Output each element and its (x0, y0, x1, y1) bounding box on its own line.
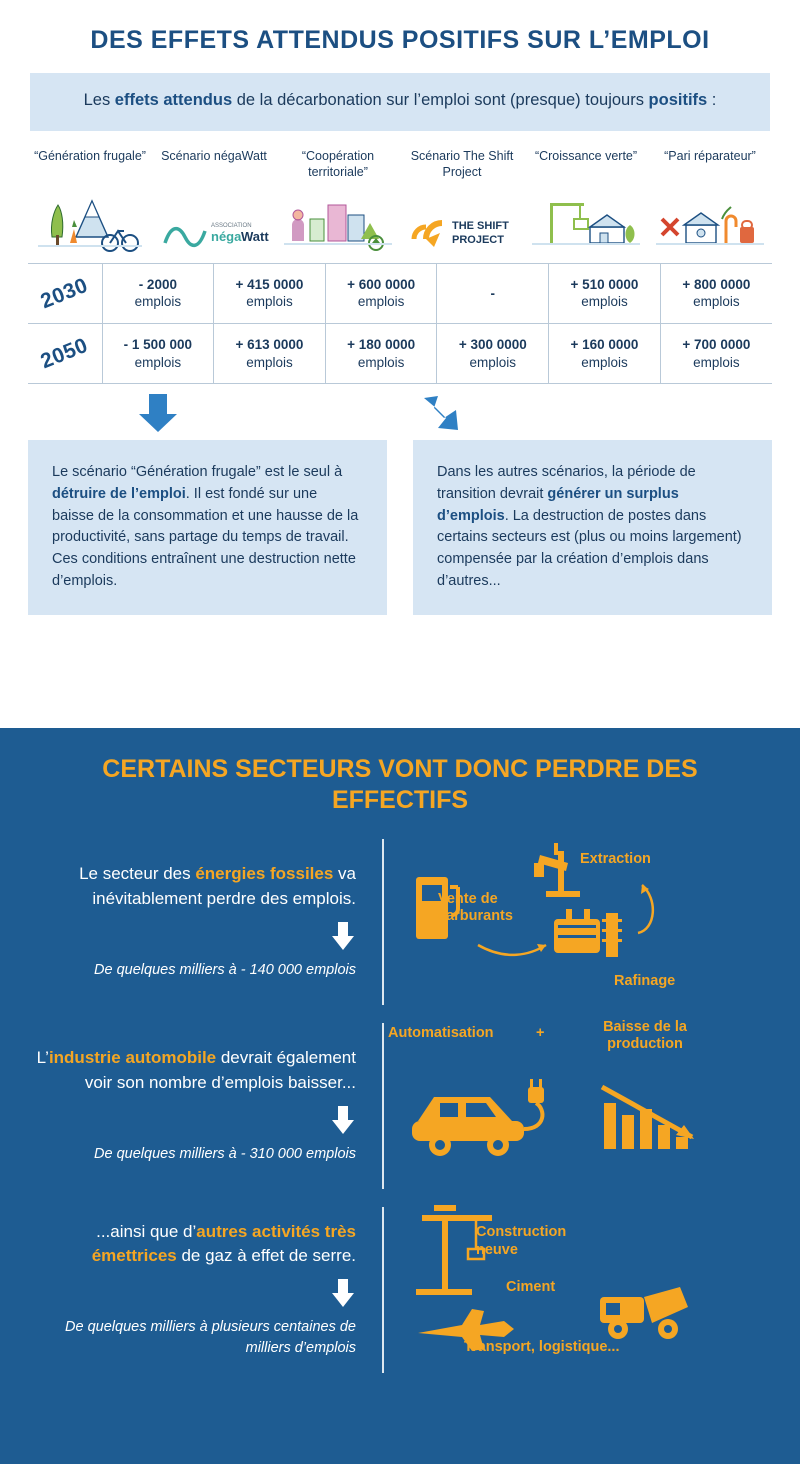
row-year-2050 (28, 324, 102, 384)
table-row (28, 263, 772, 323)
fossil-energy-illustration (384, 833, 766, 1011)
sector-losses-section (0, 728, 800, 1464)
note-text-part1: Dans les autres scénarios, la période de transition devrait (437, 464, 696, 502)
lead-bold: industrie automobile (48, 1048, 217, 1068)
art-label-transport-logistique: Transport, logistique... (464, 1338, 620, 1355)
jobs-table-wrap (28, 263, 772, 384)
cell-2030-shift-project (437, 263, 549, 323)
arrow-down-icon (136, 392, 180, 434)
scenario-label: Scénario négaWatt (161, 148, 267, 163)
scenario-label: “Pari réparateur” (664, 148, 756, 163)
note-text-bold: générer un surplus d’emplois (437, 485, 679, 524)
cell-unit: emplois (469, 354, 517, 370)
cell-unit: emplois (693, 294, 740, 310)
block-subtext: De quelques milliers à - 140 000 emplois (94, 961, 356, 978)
other-activities-illustration (384, 1201, 766, 1379)
lead-part2: devrait également voir son nombre d’emplois baisser... (84, 1048, 356, 1092)
automotive-illustration (384, 1017, 766, 1195)
jobs-table (28, 263, 772, 384)
block-text (34, 1046, 382, 1164)
table-row (28, 324, 772, 384)
cell-unit: emplois (246, 354, 293, 370)
green-growth-icon (528, 189, 644, 255)
note-arrows (28, 392, 772, 436)
negawatt-logo-icon (156, 189, 272, 255)
cell-figure: + 700 0000 (682, 337, 751, 353)
art-label-extraction: Extraction (580, 850, 651, 867)
block-other-activities (34, 1199, 766, 1381)
intro-text-part2: de la décarbonation sur l’emploi sont (presque) toujours (232, 91, 649, 109)
scenario-column-generation-frugale (28, 149, 152, 255)
cell-figure: + 510 0000 (570, 276, 639, 292)
scenario-label: “Croissance verte” (534, 148, 638, 163)
down-arrow-icon (34, 1279, 356, 1309)
lead-part2: va inévitablement perdre des emplois. (92, 864, 356, 908)
cell-figure: + 415 0000 (235, 276, 304, 292)
block-automotive (34, 1015, 766, 1197)
row-year-2030 (28, 263, 102, 323)
shift-project-logo-icon (404, 189, 520, 255)
intro-text-bold2: positifs (648, 91, 708, 109)
cell-figure: + 300 0000 (458, 337, 527, 353)
arrow-down-right-icon (420, 394, 468, 436)
intro-text-bold1: effets attendus (114, 91, 233, 109)
note-text-bold: détruire de l’emploi (52, 485, 186, 502)
year-label: 2050 (37, 333, 92, 374)
block-lead (34, 862, 356, 911)
scenario-column-croissance-verte (524, 149, 648, 255)
scenario-columns (28, 149, 772, 255)
note-box-frugal (28, 440, 387, 615)
cell-2030-negawatt (214, 263, 326, 323)
intro-banner (30, 73, 770, 131)
cell-2050-negawatt (214, 324, 326, 384)
cell-2050-cooperation-territoriale (325, 324, 437, 384)
art-label-baisse-production: Baisse de la production (603, 1018, 687, 1052)
cell-2030-cooperation-territoriale (325, 263, 437, 323)
note-text-part2: . La destruction de postes dans certains secteurs est (plus ou moins largement) compensée par la création d’emplois dans d’autres... (437, 507, 742, 589)
scenario-label: “Coopération territoriale” (301, 148, 375, 179)
cell-unit: emplois (693, 354, 740, 370)
cell-unit: emplois (246, 294, 293, 310)
block-subtext: De quelques milliers à - 310 000 emplois (94, 1145, 356, 1162)
block-lead (34, 1046, 356, 1095)
cell-2050-pari-reparateur (660, 324, 772, 384)
cell-unit: emplois (357, 354, 405, 370)
cell-figure: + 600 0000 (347, 276, 416, 292)
intro-text-part1: Les (83, 91, 115, 109)
cell-unit: emplois (581, 294, 628, 310)
cell-figure: + 180 0000 (347, 337, 416, 353)
lead-bold: autres activités très émettrices (91, 1221, 356, 1266)
scenario-label: Scénario The Shift Project (410, 148, 514, 179)
repair-bet-icon (652, 189, 768, 255)
territorial-cooperation-icon (280, 189, 396, 255)
svg-text:néga: néga (211, 228, 242, 244)
cell-figure: + 613 0000 (235, 337, 304, 353)
art-label-rafinage: Rafinage (614, 972, 676, 989)
cell-unit: emplois (357, 294, 405, 310)
cell-unit: emplois (134, 354, 182, 370)
block-text (34, 862, 382, 980)
cell-2050-shift-project (437, 324, 549, 384)
cell-unit: emplois (134, 294, 182, 310)
art-label-construction-neuve: Construction neuve (476, 1223, 567, 1258)
frugal-generation-icon (32, 189, 148, 255)
positive-effects-section (0, 0, 800, 728)
svg-text:THE SHIFT: THE SHIFT (452, 219, 509, 232)
cell-2030-generation-frugale (102, 263, 214, 323)
note-text-part1: Le scénario “Génération frugale” est le seul à (52, 464, 343, 481)
lead-part1: L’ (36, 1048, 49, 1068)
page-title: DES EFFETS ATTENDUS POSITIFS SUR L’EMPLOI (90, 26, 710, 54)
lead-bold: énergies fossiles (195, 864, 334, 884)
down-arrow-icon (34, 1106, 356, 1136)
lead-part1: ...ainsi que d’ (96, 1221, 197, 1241)
art-label-vente-carburants: Vente de carburants (438, 890, 513, 924)
art-label-automatisation: Automatisation (388, 1024, 494, 1041)
note-box-others (413, 440, 772, 615)
cell-figure: - 2000 (138, 276, 177, 292)
section-title: CERTAINS SECTEURS VONT DONC PERDRE DES EFFECTIFS (102, 755, 698, 815)
scenario-column-negawatt (152, 149, 276, 255)
cell-2050-generation-frugale (102, 324, 214, 384)
svg-text:PROJECT: PROJECT (452, 233, 504, 246)
art-label-ciment: Ciment (506, 1278, 556, 1295)
down-arrow-icon (34, 922, 356, 952)
cell-unit: emplois (581, 354, 628, 370)
cell-figure: + 800 0000 (682, 276, 751, 292)
block-lead (34, 1220, 356, 1269)
block-text (34, 1220, 382, 1359)
art-label-plus: + (536, 1024, 545, 1041)
cell-figure: - 1 500 000 (123, 337, 192, 353)
year-label: 2030 (37, 273, 92, 314)
note-boxes (28, 440, 772, 615)
block-subtext: De quelques milliers à plusieurs centaines de milliers d’emplois (65, 1319, 356, 1357)
lead-part2: de gaz à effet de serre. (176, 1246, 356, 1266)
cell-figure: - (490, 285, 496, 301)
block-fossil-energy (34, 831, 766, 1013)
note-text-part2: . Il est fondé sur une baisse de la consommation et une hausse de la productivité, sans partage du temps de travail. Ces conditions entraînent une destruction nette d’emplois. (52, 485, 359, 589)
intro-text-part3: : (707, 91, 717, 109)
scenario-column-shift-project (400, 149, 524, 255)
scenario-label: “Génération frugale” (34, 148, 146, 163)
cell-figure: + 160 0000 (570, 337, 639, 353)
cell-2030-croissance-verte (549, 263, 661, 323)
svg-text:ASSOCIATION: ASSOCIATION (211, 222, 252, 229)
scenario-column-cooperation-territoriale (276, 149, 400, 255)
cell-2030-pari-reparateur (660, 263, 772, 323)
lead-part1: Le secteur des (79, 864, 196, 884)
svg-text:Watt: Watt (241, 228, 269, 244)
cell-2050-croissance-verte (549, 324, 661, 384)
scenario-column-pari-reparateur (648, 149, 772, 255)
